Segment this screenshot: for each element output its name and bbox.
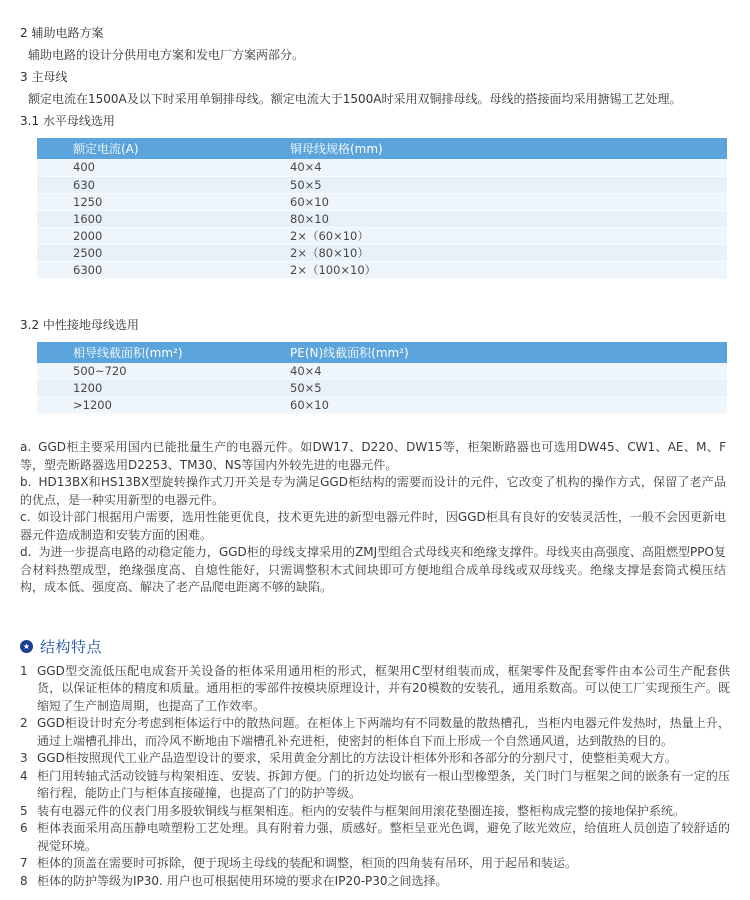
features-list bbox=[20, 663, 730, 891]
feature-item bbox=[20, 820, 730, 855]
feature-number: 2 bbox=[20, 716, 28, 730]
note-label: a. bbox=[20, 440, 32, 454]
table-cell: 1250 bbox=[73, 194, 103, 209]
feature-number: 6 bbox=[20, 821, 28, 835]
section-heading-neutral-busbar: 3.2 中性接地母线选用 bbox=[20, 317, 139, 332]
table-cell: 500~720 bbox=[73, 363, 127, 378]
table-cell: 40×4 bbox=[290, 363, 322, 378]
note-text: GGD柜主要采用国内已能批量生产的电器元件。如DW17、D220、DW15等，柜架断路器也可选用DW45、CW1、AE、M、F等，塑壳断路器选用D2253、TM30、NS等国内外较先进的电器元件。 bbox=[20, 440, 726, 472]
component-notes bbox=[20, 439, 726, 597]
table-row bbox=[37, 193, 727, 210]
section-heading-aux-circuit: 2 辅助电路方案 bbox=[20, 26, 104, 40]
table-row bbox=[37, 363, 727, 380]
note-text: 如设计部门根据用户需要，选用性能更优良，技术更先进的新型电器元件时，因GGD柜具有良好的安装灵活性，一般不会因更新电器元件造成制造和安装方面的困难。 bbox=[20, 510, 726, 542]
table-cell: 2×（80×10） bbox=[290, 245, 369, 260]
table-row bbox=[37, 159, 727, 176]
feature-number: 8 bbox=[20, 873, 28, 888]
feature-text: GGD柜按照现代工业产品造型设计的要求，采用黄金分割比的方法设计柜体外形和各部分的分割尺寸，使整柜美观大方。 bbox=[37, 751, 677, 765]
table-cell: >1200 bbox=[73, 398, 112, 412]
table-row bbox=[37, 176, 727, 193]
note-paragraph bbox=[20, 474, 726, 509]
table-cell: 1200 bbox=[73, 381, 103, 395]
feature-text: GGD型交流低压配电成套开关设备的柜体采用通用柜的形式，框架用C型材组装而成，框架零件及配套零件由本公司生产配套供货，以保证柜体的精度和质量。通用柜的零部件按模块原理设计，并有20模数的安装孔，通用系数高。可以使工厂实现预生产。既缩短了生产制造周期，也提高了工作效率。 bbox=[37, 663, 730, 713]
aux-circuit-body: 辅助电路的设计分供用电方案和发电厂方案两部分。 bbox=[28, 48, 305, 62]
note-paragraph bbox=[20, 509, 726, 544]
section-heading-horizontal-busbar: 3.1 水平母线选用 bbox=[20, 114, 115, 128]
feature-item bbox=[20, 750, 730, 768]
feature-number: 1 bbox=[20, 663, 28, 678]
feature-number: 3 bbox=[20, 751, 28, 765]
table-cell: 2500 bbox=[73, 245, 103, 260]
feature-item bbox=[20, 855, 730, 873]
feature-item bbox=[20, 873, 730, 891]
table-header-cell: 额定电流(A) bbox=[37, 138, 226, 159]
features-heading-row bbox=[20, 637, 730, 657]
table-cell: 2000 bbox=[73, 228, 103, 243]
table-cell: 400 bbox=[73, 160, 95, 175]
table-cell: 60×10 bbox=[290, 398, 329, 412]
table-cell: 50×5 bbox=[290, 381, 322, 395]
table-head bbox=[37, 342, 727, 363]
feature-text: 柜门用转轴式活动铰链与构架相连、安装、拆卸方便。门的折边处均嵌有一根山型橡塑条，关门时门与框架之间的嵌条有一定的压缩行程，能防止门与柜体直接碰撞，也提高了门的防护等级。 bbox=[37, 768, 730, 800]
feature-number: 7 bbox=[20, 856, 28, 870]
note-label: b. bbox=[20, 475, 32, 489]
table-cell: 1600 bbox=[73, 211, 103, 226]
note-text: HD13BX和HS13BX型旋转操作式刀开关是专为满足GGD柜结构的需要而设计的元件，它改变了机构的操作方式，保留了老产品的优点，是一种实用新型的电器元件。 bbox=[20, 475, 726, 507]
table-row bbox=[37, 380, 727, 397]
note-label: c. bbox=[20, 510, 31, 524]
table-header-cell: 相导线截面积(mm²) bbox=[37, 342, 226, 363]
table-head bbox=[37, 138, 727, 159]
table-cell: 50×5 bbox=[290, 177, 322, 192]
table-cell: 40×4 bbox=[290, 160, 322, 175]
star-circle-icon: ★ bbox=[20, 640, 33, 653]
table-cell: 2×（100×10） bbox=[290, 262, 377, 277]
feature-text: 柜体的防护等级为IP30. 用户也可根据使用环境的要求在IP20-P30之间选择。 bbox=[37, 873, 448, 888]
table-row bbox=[37, 210, 727, 227]
intro-section bbox=[20, 22, 730, 132]
neutral-busbar-table bbox=[37, 342, 727, 415]
feature-item bbox=[20, 715, 730, 750]
horizontal-busbar-table bbox=[37, 138, 727, 279]
feature-item bbox=[20, 768, 730, 803]
note-paragraph bbox=[20, 544, 726, 597]
features-heading: 结构特点 bbox=[40, 638, 103, 656]
note-text: 为进一步提高电路的动稳定能力，GGD柜的母线支撑采用的ZMJ型组合式母线夹和绝缘支撑件。母线夹由高强度、高阻燃型PPO复合材料热塑成型，绝缘强度高、自熄性能好，只需调整积木式间块即可方便地组合成单母线或双母线夹。绝缘支撑是套筒式模压结构，成本低、强度高、解决了老产品爬电距离不够的缺陷。 bbox=[20, 545, 726, 594]
table-cell: 6300 bbox=[73, 262, 103, 277]
table-cell: 630 bbox=[73, 177, 95, 192]
feature-text: 装有电器元件的仪表门用多股软铜线与框架相连。柜内的安装件与框架间用滚花垫圈连接，整柜构成完整的接地保护系统。 bbox=[37, 803, 686, 818]
table-header-cell: PE(N)线截面积(mm²) bbox=[226, 342, 727, 363]
feature-text: 柜体表面采用高压静电喷塑粉工艺处理。具有附着力强，质感好。整柜呈亚光色调，避免了眩光效应，给值班人员创造了较舒适的视觉环境。 bbox=[37, 821, 730, 853]
table-header-cell: 铜母线规格(mm) bbox=[226, 138, 727, 159]
table-cell: 2×（60×10） bbox=[290, 228, 369, 243]
feature-text: 柜体的顶盖在需要时可拆除，便于现场主母线的装配和调整，柜顶的四角装有吊环，用于起吊和装运。 bbox=[37, 856, 578, 870]
main-busbar-body: 额定电流在1500A及以下时采用单铜排母线。额定电流大于1500A时采用双铜排母线。母线的搭接面均采用搪锡工艺处理。 bbox=[28, 92, 682, 106]
table-row bbox=[37, 261, 727, 278]
table-row bbox=[37, 397, 727, 414]
feature-number: 5 bbox=[20, 803, 28, 818]
table-cell: 60×10 bbox=[290, 194, 329, 209]
table-row bbox=[37, 244, 727, 261]
feature-item bbox=[20, 663, 730, 716]
feature-item bbox=[20, 803, 730, 821]
note-label: d. bbox=[20, 545, 32, 559]
table-row bbox=[37, 227, 727, 244]
note-paragraph bbox=[20, 439, 726, 474]
feature-number: 4 bbox=[20, 768, 28, 783]
section-heading-main-busbar: 3 主母线 bbox=[20, 70, 68, 84]
feature-text: GGD柜设计时充分考虑到柜体运行中的散热问题。在柜体上下两端均有不同数量的散热槽孔，当柜内电器元件发热时，热量上升，通过上端槽孔排出，而冷风不断地由下端槽孔补充进柜，使密封的柜体自下而上形成一个自然通风道，达到散热的目的。 bbox=[37, 716, 730, 748]
table-cell: 80×10 bbox=[290, 211, 329, 226]
